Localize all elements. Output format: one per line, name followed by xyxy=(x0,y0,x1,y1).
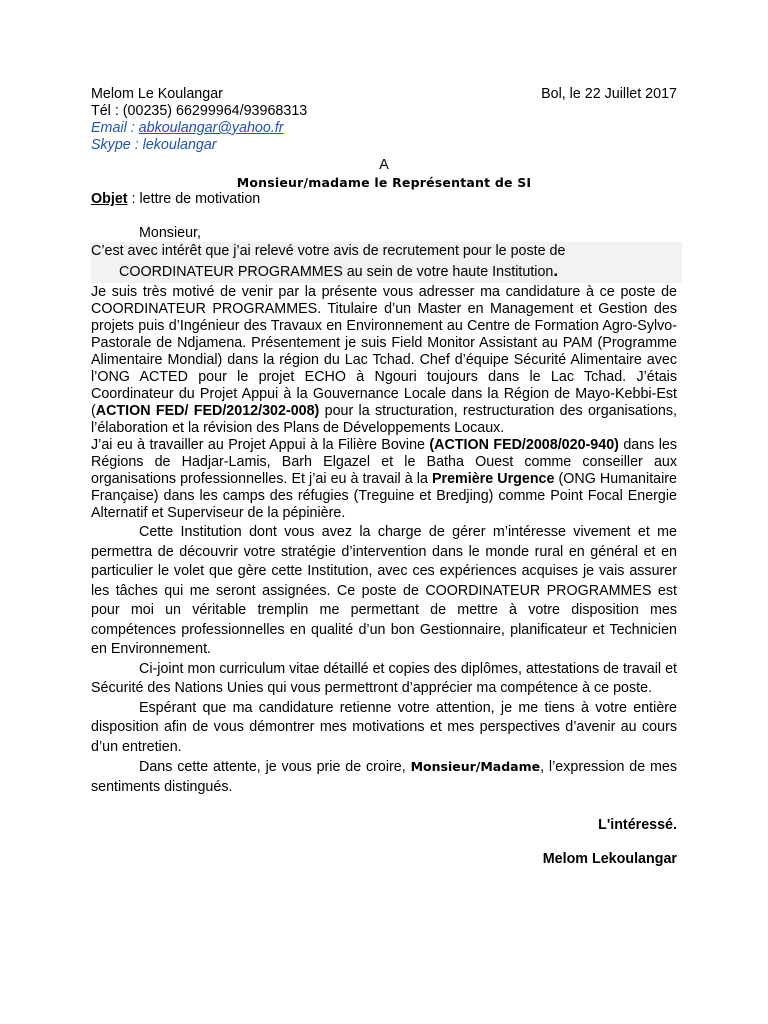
intro-line-2-text: COORDINATEUR PROGRAMMES au sein de votre haute Institution xyxy=(119,264,554,280)
p2-bold-2: Première Urgence xyxy=(431,471,555,487)
paragraph-bovine xyxy=(91,437,677,522)
subject-line xyxy=(91,191,677,208)
sender-email xyxy=(91,120,677,137)
p1-text-1: Je suis très motivé de venir par la présente vous adresser ma candidature à ce poste de COORDINATEUR PROGRAMMES. Titulaire d’un Master en Management et Gestion des projets puis d’Ingénieur des Travaux en Environnement au Centre de Formation Agro-Sylvo-Pastorale de Ndjamena. Présentement je suis Field Monitor Assistant au PAM (Programme Alimentaire Mondial) dans la région du Lac Tchad. Chef d’équipe Sécurité Alimentaire avec l’ONG ACTED pour le projet ECHO à Ngouri toujours dans le Lac Tchad. J’étais Coordinateur du Projet Appui à la Gouvernance Locale dans la Région de Mayo-Kebbi-Est ( xyxy=(91,284,677,419)
letter-header xyxy=(91,86,677,154)
sender-skype: Skype : lekoulangar xyxy=(91,137,217,153)
email-link[interactable]: abkoulangar@yahoo.fr xyxy=(138,120,284,136)
subject-text: : lettre de motivation xyxy=(127,191,261,207)
sender-name: Melom Le Koulangar xyxy=(91,86,223,102)
email-label: Email : xyxy=(91,120,139,136)
subject-label: Objet xyxy=(91,191,128,207)
p6-bold-1: Monsieur/Madame xyxy=(410,759,541,774)
recipient-name: Monsieur/madame le Représentant de SI xyxy=(236,175,532,190)
sender-phone: Tél : (00235) 66299964/93968313 xyxy=(91,103,308,119)
intro-line-1: C’est avec intérêt que j’ai relevé votre avis de recrutement pour le poste de xyxy=(91,243,566,259)
intro-block xyxy=(91,242,682,283)
p2-text-2: dans les Régions de Hadjar-Lamis, Barh Elgazel et le Batha Ouest comme conseiller aux organisations professionnelles. Et j’ai eu à travail à la xyxy=(91,437,677,487)
p2-bold-1: (ACTION FED/2008/020-940) xyxy=(429,437,619,453)
p2-text-1: J’ai eu à travailler au Projet Appui à la Filière Bovine xyxy=(91,437,430,453)
paragraph-experience xyxy=(91,284,677,437)
paragraph-availability: Espérant que ma candidature retienne votre attention, je me tiens à votre entière disposition afin de vous démontrer mes motivations et mes perspectives d’avenir au cours d’un entretien. xyxy=(91,699,677,755)
paragraph-closing xyxy=(91,757,677,797)
p2-text-3: (ONG Humanitaire Française) dans les camps des réfugies (Treguine et Bredjing) comme Point Focal Energie Alternatif et Superviseur de la pépinière. xyxy=(91,471,678,521)
salutation: Monsieur, xyxy=(139,225,201,241)
paragraph-institution: Cette Institution dont vous avez la charge de gérer m’intéresse vivement et me permettra de découvrir votre stratégie d’intervention dans le monde rural en général et en particulier le volet que gère cette Institution, avec ces expériences acquises je vais assurer les tâches qui me seront assignées. Ce poste de COORDINATEUR PROGRAMMES est pour moi un véritable tremplin me permettant de mettre à votre disposition mes compétences professionnelles en qualité d’un bon Gestionnaire, planificateur et Technicien en Environnement. xyxy=(91,524,677,657)
p6-text-1: Dans cette attente, je vous prie de croire, xyxy=(139,759,411,775)
p1-text-2: pour la structuration, restructuration des organisations, l’élaboration et la révision des Plans de Développements Locaux. xyxy=(91,403,677,436)
letter-date: Bol, le 22 Juillet 2017 xyxy=(541,86,677,102)
closing-line: L'intéressé. xyxy=(598,817,677,833)
recipient-prefix: A xyxy=(379,157,389,173)
intro-period: . xyxy=(553,261,559,280)
signature: Melom Lekoulangar xyxy=(542,851,677,867)
paragraph-attachments: Ci-joint mon curriculum vitae détaillé et copies des diplômes, attestations de travail et Sécurité des Nations Unies qui vous permettront d’apprécier ma compétence à ce poste. xyxy=(91,660,677,696)
intro-line-2 xyxy=(91,260,682,283)
p6-text-2: , l’expression de mes sentiments distingués. xyxy=(91,759,678,795)
p1-bold-1: ACTION FED/ FED/2012/302-008) xyxy=(95,403,320,419)
